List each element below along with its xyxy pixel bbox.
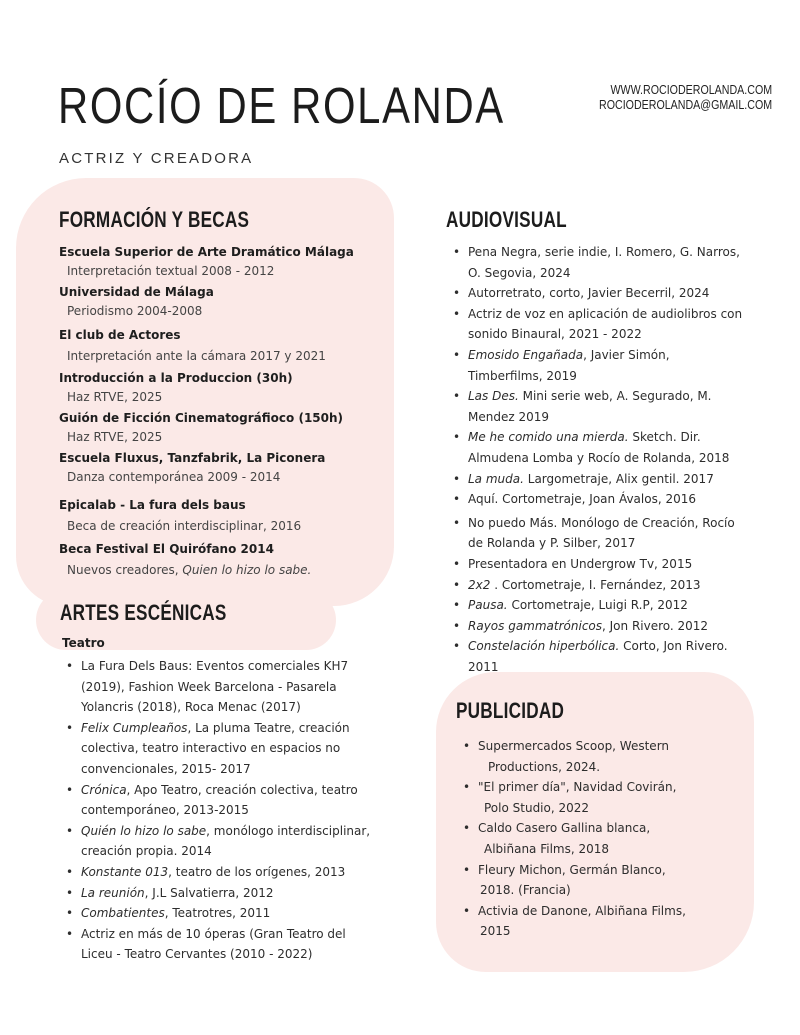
item-title: Me he comido una mierda.	[468, 430, 629, 445]
list-item	[468, 636, 746, 677]
item-title: Pausa.	[468, 598, 508, 613]
item-text: Autorretrato, corto, Javier Becerril, 2024	[468, 286, 710, 301]
list-item	[468, 554, 746, 575]
item-text-cont: 2018. (Francia)	[480, 883, 571, 898]
item-title: Constelación hiperbólica.	[468, 639, 620, 654]
website-link[interactable]: WWW.ROCIODEROLANDA.COM	[610, 82, 772, 97]
formacion-institution: Escuela Fluxus, Tanzfabrik, La Piconera	[59, 451, 326, 465]
item-text: , La pluma Teatre, creación colectiva, teatro interactivo en espacios no convencionales, 2015- 2017	[81, 720, 350, 776]
page-title: ROCÍO DE ROLANDA	[58, 77, 505, 134]
item-text: Presentadora en Undergrow Tv, 2015	[468, 556, 693, 571]
formacion-detail-italic: Quien lo hizo lo sabe.	[182, 563, 312, 577]
audiovisual-list	[468, 242, 746, 677]
list-item	[468, 386, 746, 427]
formacion-detail: Interpretación textual 2008 - 2012	[67, 264, 275, 278]
list-item	[468, 595, 746, 616]
item-title: Quién lo hizo lo sabe	[81, 823, 207, 838]
formacion-list	[59, 243, 389, 581]
formacion-entry	[59, 243, 389, 283]
formacion-institution: Escuela Superior de Arte Dramático Málaga	[59, 245, 354, 259]
formacion-entry	[59, 449, 389, 495]
item-text: • "El primer día", Navidad Covirán,	[478, 780, 677, 795]
list-item	[468, 242, 746, 283]
publicidad-heading: PUBLICIDAD	[456, 698, 565, 723]
list-item	[468, 513, 746, 554]
item-text-cont: Productions, 2024.	[488, 759, 601, 774]
audiovisual-heading: AUDIOVISUAL	[446, 207, 567, 232]
formacion-detail: Interpretación ante la cámara 2017 y 2021	[67, 349, 326, 363]
formacion-institution: Guión de Ficción Cinematográfioco (150h)	[59, 411, 344, 425]
list-item	[81, 821, 381, 862]
item-text: Cortometraje, Luigi R.P, 2012	[507, 598, 688, 613]
item-text: La Fura Dels Baus: Eventos comerciales KH7 (2019), Fashion Week Barcelona - Pasarela Yolancris (2018), Roca Menac (2017)	[81, 659, 349, 715]
list-item	[81, 780, 381, 821]
item-text: , monólogo interdisciplinar, creación propia. 2014	[81, 823, 371, 859]
item-text-cont: 2015	[480, 924, 511, 939]
list-item	[478, 901, 740, 942]
formacion-detail: Danza contemporánea 2009 - 2014	[67, 470, 281, 484]
list-item	[468, 283, 746, 304]
list-item	[81, 924, 381, 965]
item-text: , teatro de los orígenes, 2013	[168, 864, 346, 879]
item-text: • Fleury Michon, Germán Blanco,	[478, 862, 666, 877]
list-item	[468, 469, 746, 490]
email-link[interactable]: ROCIODEROLANDA@GMAIL.COM	[598, 97, 772, 112]
item-title: Las Des.	[468, 389, 519, 404]
item-title: Crónica	[81, 782, 127, 797]
formacion-detail: Haz RTVE, 2025	[67, 430, 163, 444]
item-text: Corto, Jon Rivero. 2011	[468, 639, 728, 674]
list-item	[468, 304, 746, 345]
item-title: Felix Cumpleaños	[81, 720, 188, 735]
item-title: Konstante 013	[81, 864, 169, 879]
list-item	[468, 489, 746, 510]
escenicas-heading: ARTES ESCÉNICAS	[60, 600, 227, 625]
list-item	[478, 736, 740, 777]
item-text: Mini serie web, A. Segurado, M. Mendez 2019	[468, 389, 712, 424]
escenicas-list	[81, 656, 381, 965]
item-text-cont: Polo Studio, 2022	[484, 800, 590, 815]
list-item	[478, 818, 740, 859]
item-text: Aquí. Cortometraje, Joan Ávalos, 2016	[468, 492, 697, 507]
item-text: , J.L Salvatierra, 2012	[144, 885, 274, 900]
item-text: , Teatrotres, 2011	[164, 906, 271, 921]
item-text: Pena Negra, serie indie, I. Romero, G. Narros, O. Segovia, 2024	[468, 245, 740, 280]
item-text: No puedo Más. Monólogo de Creación, Rocío de Rolanda y P. Silber, 2017	[468, 515, 735, 551]
item-title: Combatientes	[81, 906, 165, 921]
item-title: Rayos gammatrónicos	[468, 618, 603, 633]
list-item	[478, 777, 740, 818]
formacion-institution: Epicalab - La fura dels baus	[59, 498, 246, 512]
formacion-detail: Periodismo 2004-2008	[67, 304, 203, 318]
item-title: La reunión	[81, 885, 145, 900]
item-text: Sketch. Dir. Almudena Lomba y Rocío de Rolanda, 2018	[468, 430, 730, 465]
list-item	[81, 903, 381, 924]
item-title: 2x2	[468, 577, 491, 592]
list-item	[81, 718, 381, 780]
item-title: La muda.	[468, 471, 524, 486]
list-item	[478, 860, 740, 901]
formacion-institution: Introducción a la Produccion (30h)	[59, 371, 293, 385]
list-item	[468, 616, 746, 637]
item-text: , Apo Teatro, creación colectiva, teatro contemporáneo, 2013-2015	[81, 782, 358, 818]
formacion-entry	[59, 325, 389, 369]
item-text: Actriz de voz en aplicación de audiolibros con sonido Binaural, 2021 - 2022	[468, 306, 743, 342]
list-item	[468, 345, 746, 386]
formacion-heading: FORMACIÓN Y BECAS	[59, 207, 250, 232]
page-subtitle: ACTRIZ Y CREADORA	[59, 150, 254, 167]
formacion-detail	[59, 560, 389, 581]
formacion-institution: Universidad de Málaga	[59, 285, 214, 299]
formacion-entry	[59, 409, 389, 449]
contact-block	[599, 82, 772, 112]
formacion-institution: Beca Festival El Quirófano 2014	[59, 542, 274, 556]
list-item	[81, 656, 381, 718]
item-title: Emosido Engañada	[468, 347, 584, 362]
formacion-detail-text: Nuevos creadores,	[67, 563, 183, 577]
item-text: • Caldo Casero Gallina blanca,	[478, 821, 651, 836]
list-item	[468, 575, 746, 596]
item-text: , Jon Rivero. 2012	[602, 618, 709, 633]
publicidad-list	[478, 736, 740, 942]
formacion-institution: El club de Actores	[59, 328, 181, 342]
item-text: , Javier Simón, Timberfilms, 2019	[468, 347, 670, 383]
formacion-detail: Beca de creación interdisciplinar, 2016	[67, 519, 302, 533]
teatro-subheading: Teatro	[62, 636, 105, 650]
formacion-entry	[59, 539, 389, 581]
formacion-entry	[59, 283, 389, 325]
item-text: • Supermercados Scoop, Western	[478, 739, 670, 753]
item-text: . Cortometraje, I. Fernández, 2013	[490, 577, 701, 592]
item-text-cont: Albiñana Films, 2018	[484, 841, 610, 856]
list-item	[468, 427, 746, 468]
item-text: Largometraje, Alix gentil. 2017	[523, 471, 714, 486]
formacion-entry	[59, 495, 389, 539]
formacion-detail: Haz RTVE, 2025	[67, 390, 163, 404]
item-text: Actriz en más de 10 óperas (Gran Teatro del Liceu - Teatro Cervantes (2010 - 2022)	[81, 926, 346, 962]
item-text: • Activia de Danone, Albiñana Films,	[478, 903, 686, 918]
formacion-entry	[59, 369, 389, 409]
list-item	[81, 883, 381, 904]
list-item	[81, 862, 381, 883]
